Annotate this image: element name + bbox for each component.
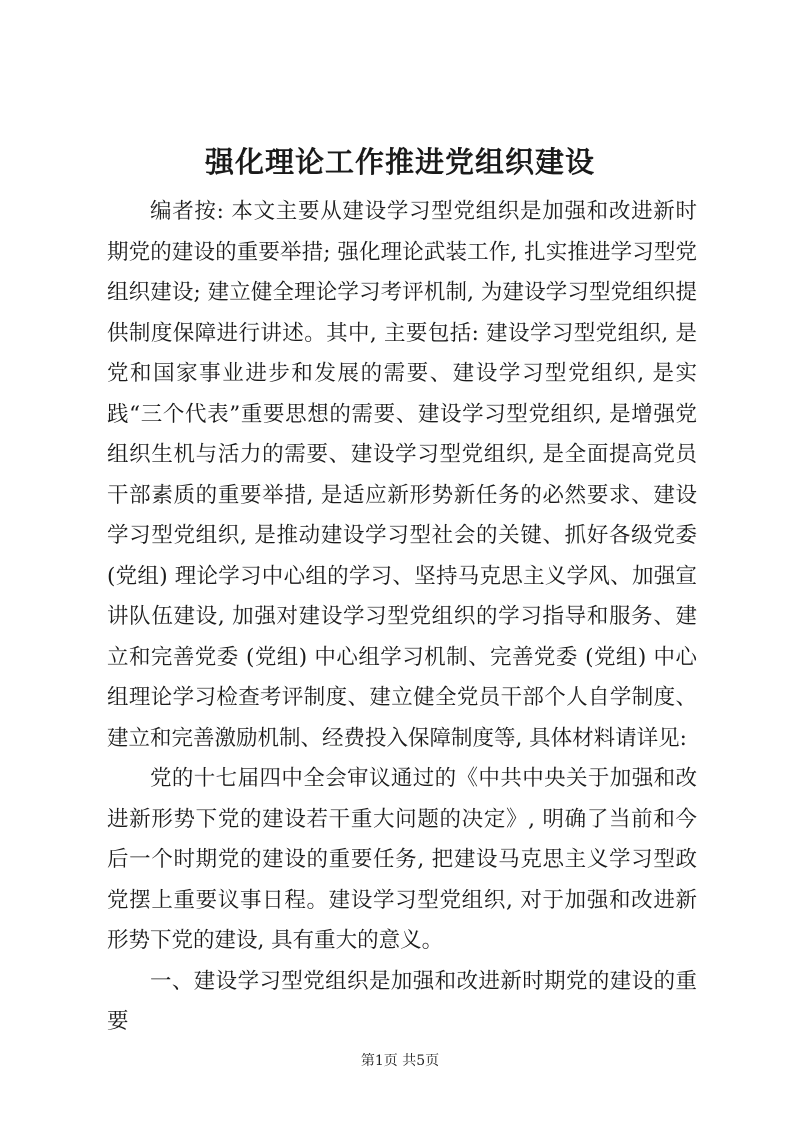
document-title: 强化理论工作推进党组织建设 — [204, 145, 595, 179]
document-body — [107, 192, 697, 1043]
section-heading-paragraph: 一、建设学习型党组织是加强和改进新时期党的建设的重要 — [107, 968, 697, 1034]
editor-note-paragraph: 编者按: 本文主要从建设学习型党组织是加强和改进新时期党的建设的重要举措; 强化理论武装工作, 扎实推进学习型党组织建设; 建立健全理论学习考评机制, 为建设学习型党组织提供制度保障进行讲述。其中, 主要包括: 建设学习型党组织, 是党和国家事业进步和发展的需要、建设学习型党组织, 是实践“三个代表”重要思想的需要、建设学习型党组织, 是增强党组织生机与活力的需要、建设学习型党组织, 是全面提高党员干部素质的重要举措, 是适应新形势新任务的必然要求、建设学习型党组织, 是推动建设学习型社会的关键、抓好各级党委 (党组) 理论学习中心组的学习、坚持马克思主义学风、加强宣讲队伍建设, 加强对建设学习型党组织的学习指导和服务、建立和完善党委 (党组) 中心组学习机制、完善党委 (党组) 中心组理论学习检查考评制度、建立健全党员干部个人自学制度、建立和完善激励机制、经费投入保障制度等, 具体材料请详见: — [107, 199, 697, 751]
page-number-footer: 第1页 共5页 — [360, 1053, 440, 1069]
body-paragraph: 党的十七届四中全会审议通过的《中共中央关于加强和改进新形势下党的建设若干重大问题的决定》, 明确了当前和今后一个时期党的建设的重要任务, 把建设马克思主义学习型政党摆上重要议事日程。建设学习型党组织, 对于加强和改进新形势下党的建设, 具有重大的意义。 — [107, 766, 697, 953]
